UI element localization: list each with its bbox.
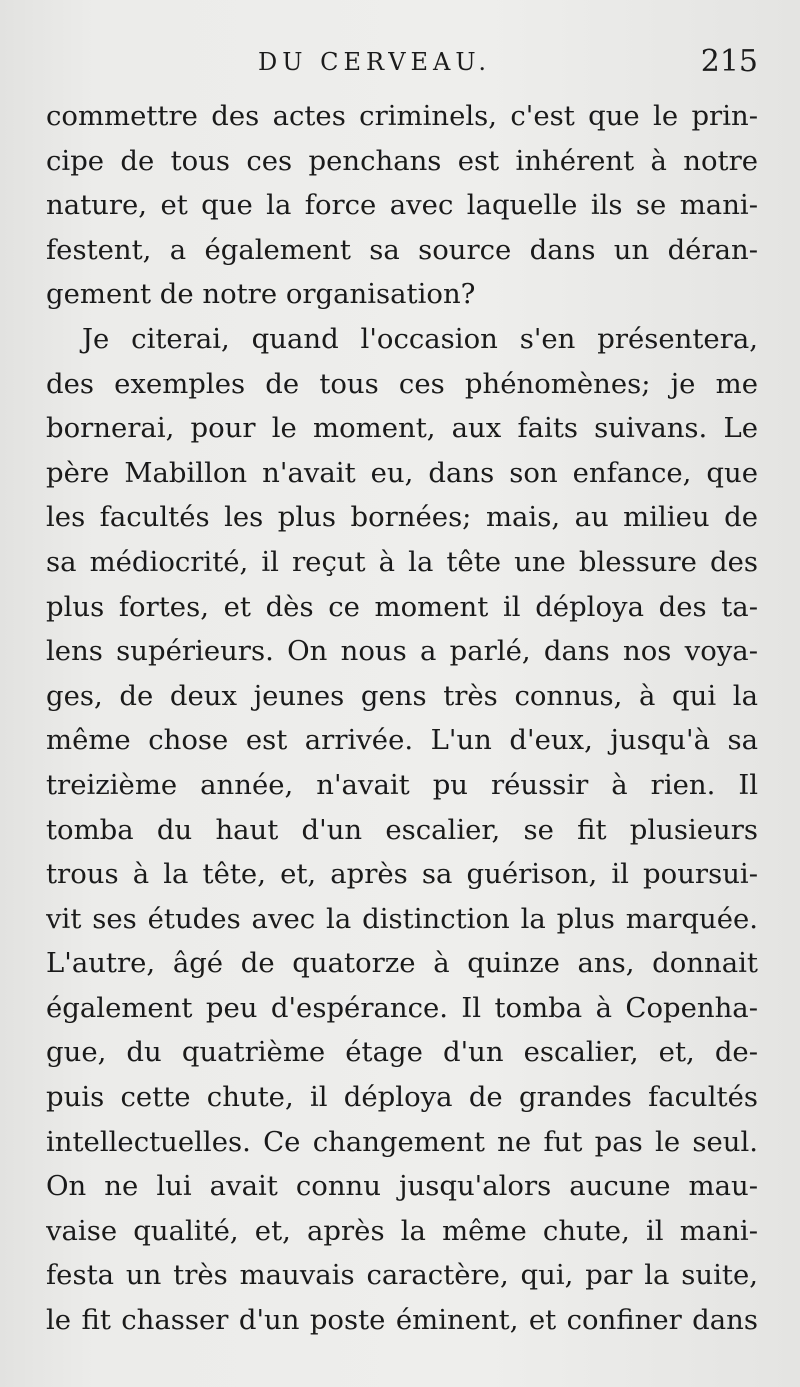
text-line: lens supérieurs. On nous a parlé, dans nos voya- — [46, 635, 758, 668]
text-line: festent, a également sa source dans un déran- — [46, 233, 758, 266]
text-line: sa médiocrité, il reçut à la tête une blessure des — [46, 545, 758, 578]
paragraph-first-line: Je citerai, quand l'occasion s'en présentera, — [82, 322, 758, 355]
text-line: commettre des actes criminels, c'est que le prin- — [46, 100, 758, 132]
text-line: treizième année, n'avait pu réussir à rien. Il — [46, 768, 758, 801]
page-number: 215 — [700, 44, 758, 79]
text-line: L'autre, âgé de quatorze à quinze ans, donnait — [46, 947, 758, 980]
running-head: DU CERVEAU. — [258, 48, 492, 76]
text-line: les facultés les plus bornées; mais, au milieu de — [46, 501, 758, 534]
text-line: également peu d'espérance. Il tomba à Copenha- — [46, 991, 758, 1024]
page-header — [46, 44, 758, 84]
text-line: nature, et que la force avec laquelle ils se mani- — [46, 189, 758, 222]
text-line: puis cette chute, il déploya de grandes facultés — [46, 1081, 758, 1114]
text-line: le fit chasser d'un poste éminent, et confiner dans — [46, 1304, 758, 1337]
text-line: intellectuelles. Ce changement ne fut pas le seul. — [46, 1125, 758, 1158]
text-line: plus fortes, et dès ce moment il déploya des ta- — [46, 590, 758, 623]
text-line: ges, de deux jeunes gens très connus, à qui la — [46, 679, 758, 712]
text-line: On ne lui avait connu jusqu'alors aucune mau- — [46, 1170, 758, 1203]
text-line: des exemples de tous ces phénomènes; je me — [46, 367, 758, 400]
text-line: cipe de tous ces penchans est inhérent à notre — [46, 144, 758, 177]
text-line: festa un très mauvais caractère, qui, par la suite, — [46, 1259, 758, 1292]
paragraph-end-line: gement de notre organisation? — [46, 278, 476, 311]
text-line: père Mabillon n'avait eu, dans son enfance, que — [46, 456, 758, 489]
body-text — [46, 94, 758, 1343]
text-line: bornerai, pour le moment, aux faits suivans. Le — [46, 412, 758, 445]
text-line: gue, du quatrième étage d'un escalier, et, de- — [46, 1036, 758, 1069]
text-line: tomba du haut d'un escalier, se fit plusieurs — [46, 813, 758, 846]
text-line: trous à la tête, et, après sa guérison, il poursui- — [46, 858, 758, 891]
text-line: même chose est arrivée. L'un d'eux, jusqu'à sa — [46, 724, 758, 757]
text-line: vit ses études avec la distinction la plus marquée. — [46, 902, 758, 935]
text-line: vaise qualité, et, après la même chute, il mani- — [46, 1214, 758, 1247]
